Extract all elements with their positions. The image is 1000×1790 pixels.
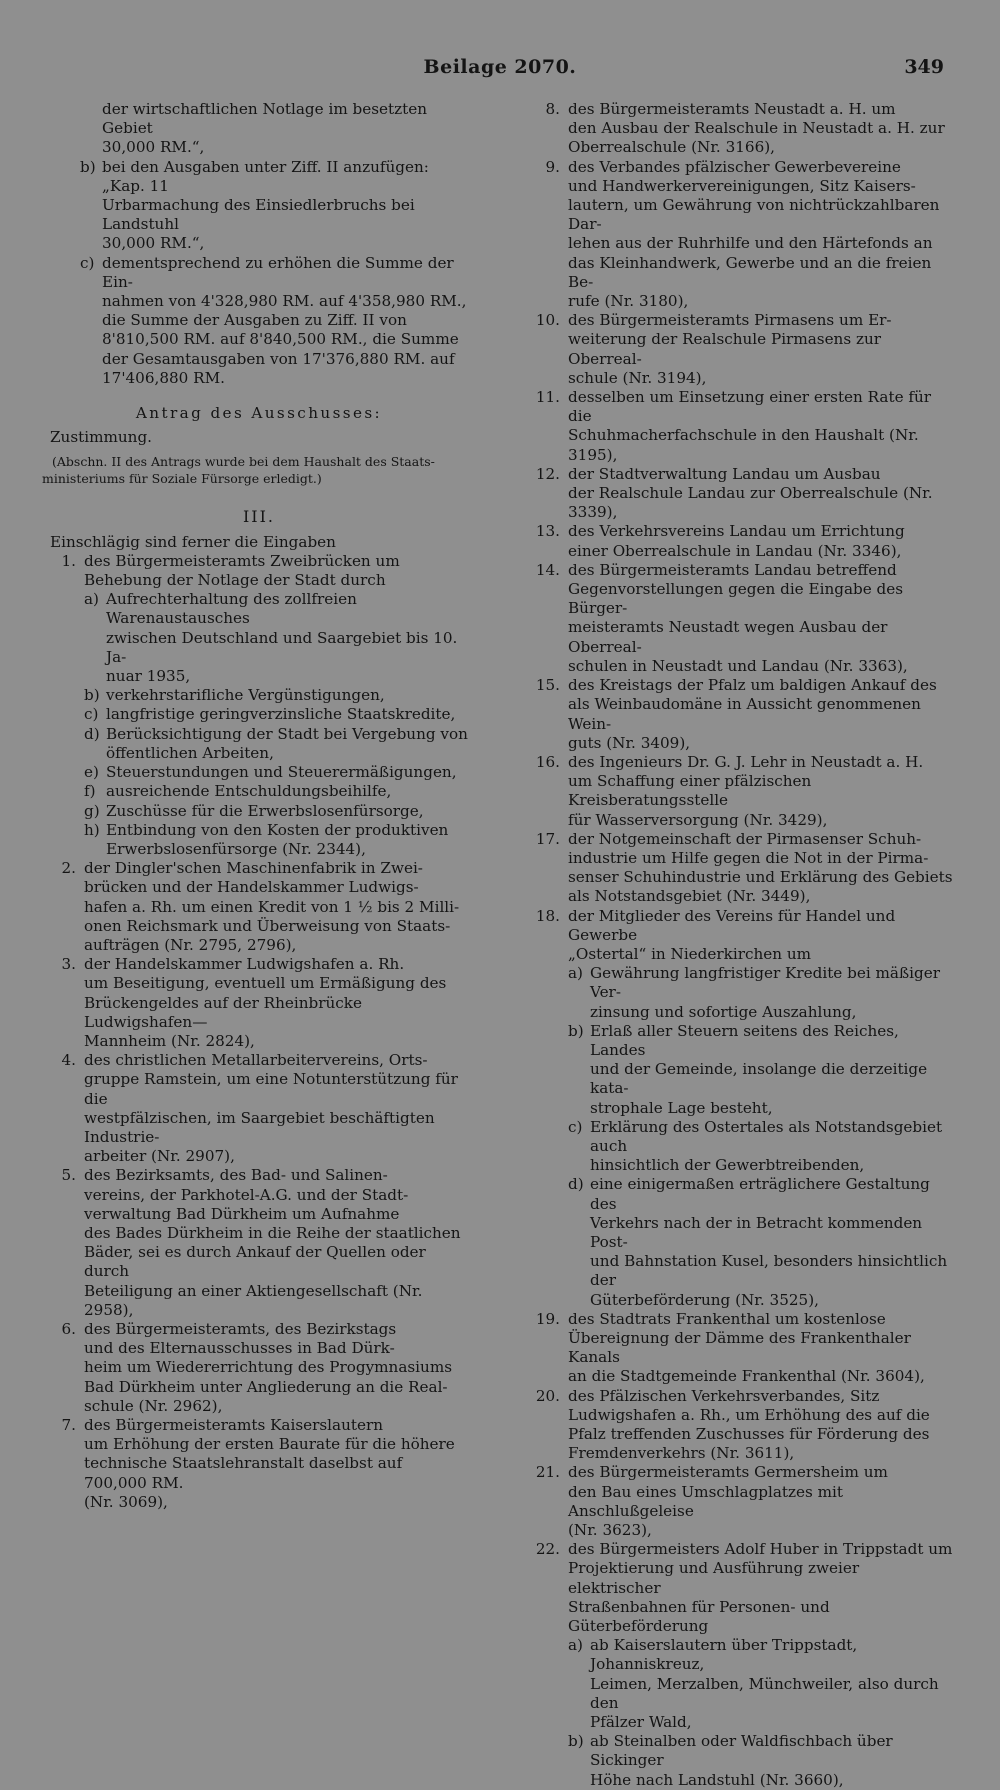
sub-item-text-line: die Summe der Ausgaben zu Ziff. II von (102, 311, 407, 330)
item-text-line: westpfälzischen, im Saargebiet beschäftigten Industrie- (84, 1108, 435, 1146)
item-text-line: brücken und der Handelskammer Ludwigs- (84, 878, 419, 897)
item-number: 20. (535, 1386, 560, 1405)
item-text-line: des Bürgermeisteramts Pirmasens um Er- (568, 311, 892, 330)
sub-item-text-line: Entbindung von den Kosten der produktiven (106, 820, 449, 839)
item-text-line: des Bezirksamts, des Bad- und Salinen- (84, 1166, 388, 1185)
sub-item-label: d) (84, 724, 100, 743)
sub-item-label: a) (568, 964, 583, 983)
item-text-line: schule (Nr. 2962), (84, 1396, 223, 1415)
item-text-line: industrie um Hilfe gegen die Not in der Pirma- (568, 848, 929, 867)
list-item (50, 1051, 468, 1166)
item-text-line: der Mitglieder des Vereins für Handel und Gewerbe (568, 906, 896, 944)
list-item (50, 955, 468, 1051)
item-text-line: Ludwigshafen a. Rh., um Erhöhung des auf die (568, 1405, 930, 1424)
item-text-line: lautern, um Gewährung von nichtrückzahlbaren Dar- (568, 196, 940, 234)
section-heading: III. (242, 507, 276, 527)
item-text-line: den Bau eines Umschlagplatzes mit Anschlußgeleise (568, 1482, 844, 1520)
sub-item-text-line: hinsichtlich der Gewerbtreibenden, (590, 1156, 865, 1175)
item-text-line: vereins, der Parkhotel-A.G. und der Stadt- (84, 1185, 409, 1204)
item-text-line: (Nr. 3623), (568, 1521, 652, 1540)
item-text-line: Oberrealschule (Nr. 3166), (568, 138, 775, 157)
sub-item-label: b) (568, 1732, 584, 1751)
list-item (532, 522, 953, 560)
sub-item-label: e) (84, 763, 99, 782)
antrag-heading: Antrag des Ausschusses: (135, 404, 383, 423)
sub-item (532, 1175, 953, 1309)
sub-item (50, 821, 468, 859)
item-number: 2. (61, 859, 76, 878)
item-text-line: weiterung der Realschule Pirmasens zur Oberreal- (568, 330, 881, 368)
item-number: 1. (61, 551, 76, 570)
sub-item-label: c) (84, 705, 99, 724)
sub-item-text-line: Zuschüsse für die Erwerbslosenfürsorge, (106, 801, 424, 820)
item-number: 17. (535, 829, 560, 848)
intro-line: der wirtschaftlichen Notlage im besetzten Gebiet (102, 100, 428, 138)
item-text-line: des Verkehrsvereins Landau um Errichtung (568, 522, 905, 541)
item-number: 12. (535, 464, 560, 483)
item-text-line: des Bades Dürkheim in die Reihe der staatlichen (84, 1223, 461, 1242)
list-item (532, 465, 953, 523)
item-text-line: der Handelskammer Ludwigshafen a. Rh. (84, 955, 405, 974)
item-text-line: des Bürgermeisters Adolf Huber in Trippstadt um (568, 1540, 953, 1559)
item-text-line: lehen aus der Ruhrhilfe und den Härtefonds an (568, 234, 933, 253)
sub-item-text-line: zwischen Deutschland und Saargebiet bis 10. Ja- (106, 628, 458, 666)
sub-item-text-line: öffentlichen Arbeiten, (106, 743, 274, 762)
sub-item-text-line: Berücksichtigung der Stadt bei Vergebung von (106, 724, 468, 743)
sub-item (50, 705, 468, 724)
sub-item-text-line: und der Gemeinde, insolange die derzeitige kata- (590, 1060, 928, 1098)
section-intro: Einschlägig sind ferner die Eingaben (50, 532, 336, 551)
list-item (532, 1540, 953, 1790)
note-line: (Abschn. II des Antrags wurde bei dem Haushalt des Staats- (52, 454, 435, 470)
item-text-line: schulen in Neustadt und Landau (Nr. 3363), (568, 656, 908, 675)
item-text-line: Bäder, sei es durch Ankauf der Quellen oder durch (84, 1243, 426, 1281)
sub-item-text-line: Pfälzer Wald, (590, 1713, 692, 1732)
item-text-line: der Realschule Landau zur Oberrealschule (Nr. 3339), (568, 484, 933, 522)
item-text-line: rufe (Nr. 3180), (568, 292, 689, 311)
item-text-line: verwaltung Bad Dürkheim um Aufnahme (84, 1204, 400, 1223)
sub-item (532, 1022, 953, 1118)
sub-item-text-line: Erwerbslosenfürsorge (Nr. 2344), (106, 839, 366, 858)
sub-item (50, 158, 468, 254)
sub-item-text-line: bei den Ausgaben unter Ziff. II anzufügen: „Kap. 11 (102, 157, 429, 195)
item-number: 14. (535, 560, 560, 579)
sub-item-label: d) (568, 1175, 584, 1194)
item-text-line: Bad Dürkheim unter Angliederung an die Real- (84, 1377, 448, 1396)
sub-item-text-line: verkehrstarifliche Vergünstigungen, (106, 686, 385, 705)
item-number: 8. (545, 100, 560, 118)
sub-item-text-line: Gewährung langfristiger Kredite bei mäßiger Ver- (590, 964, 940, 1002)
item-text-line: Pfalz treffenden Zuschusses für Förderung des (568, 1425, 930, 1444)
sub-item-text-line: strophale Lage besteht, (590, 1098, 773, 1117)
sub-item-label: c) (568, 1117, 583, 1136)
sub-item (50, 590, 468, 686)
sub-item-text-line: ausreichende Entschuldungsbeihilfe, (106, 782, 392, 801)
item-text-line: Mannheim (Nr. 2824), (84, 1031, 255, 1050)
sub-item-text-line: Güterbeförderung (Nr. 3525), (590, 1290, 819, 1309)
item-text-line: schule (Nr. 3194), (568, 368, 707, 387)
item-text-line: als Weinbaudomäne in Aussicht genommenen Wein- (568, 695, 921, 733)
list-item (532, 676, 953, 753)
list-item (532, 753, 953, 830)
item-text-line: und des Elternausschusses in Bad Dürk- (84, 1339, 395, 1358)
list-item (532, 158, 953, 312)
sub-item-label: a) (568, 1636, 583, 1655)
item-text-line: Schuhmacherfachschule in den Haushalt (Nr. 3195), (568, 426, 919, 464)
item-text-line: des Ingenieurs Dr. G. J. Lehr in Neustadt a. H. (568, 752, 924, 771)
list-item (50, 1416, 468, 1512)
item-number: 18. (535, 906, 560, 925)
sub-item-text-line: nuar 1935, (106, 667, 191, 686)
item-number: 6. (61, 1319, 76, 1338)
list-item (532, 100, 953, 158)
antrag-text: Zustimmung. (50, 428, 153, 447)
item-text-line: um Schaffung einer pfälzischen Kreisberatungsstelle (568, 772, 812, 810)
sub-item (532, 1636, 953, 1732)
item-number: 4. (61, 1051, 76, 1070)
list-item (532, 561, 953, 676)
list-item (50, 1320, 468, 1416)
list-item (532, 1463, 953, 1540)
sub-item-label: a) (84, 590, 99, 609)
item-number: 15. (535, 676, 560, 695)
item-number: 19. (535, 1309, 560, 1328)
item-text-line: und Handwerkervereinigungen, Sitz Kaisers- (568, 176, 916, 195)
sub-item-text-line: Erlaß aller Steuern seitens des Reiches, Landes (590, 1021, 899, 1059)
item-text-line: heim um Wiedererrichtung des Progymnasiums (84, 1358, 453, 1377)
item-text-line: um Beseitigung, eventuell um Ermäßigung des (84, 974, 447, 993)
sub-item-text-line: der Gesamtausgaben von 17'376,880 RM. auf (102, 349, 455, 368)
item-text-line: aufträgen (Nr. 2795, 2796), (84, 935, 297, 954)
item-text-line: des Kreistags der Pfalz um baldigen Ankauf des (568, 676, 937, 695)
item-number: 9. (545, 157, 560, 176)
sub-item (50, 254, 468, 388)
item-number: 21. (535, 1463, 560, 1482)
sub-item-text-line: Erklärung des Ostertales als Notstandsgebiet auch (590, 1117, 943, 1155)
sub-item-label: f) (84, 782, 96, 801)
item-text-line: des Bürgermeisteramts Zweibrücken um (84, 551, 400, 570)
page-number: 349 (904, 56, 944, 78)
sub-item (50, 802, 468, 821)
item-text-line: hafen a. Rh. um einen Kredit von 1 ½ bis 2 Milli- (84, 897, 460, 916)
item-text-line: (Nr. 3069), (84, 1492, 168, 1511)
sub-item-label: b) (80, 157, 96, 176)
item-number: 3. (61, 955, 76, 974)
sub-item-label: c) (80, 253, 95, 272)
sub-item (50, 763, 468, 782)
sub-item-text-line: dementsprechend zu erhöhen die Summe der Ein- (102, 253, 454, 291)
item-text-line: senser Schuhindustrie und Erklärung des Gebiets (568, 868, 953, 887)
item-text-line: Übereignung der Dämme des Frankenthaler Kanals (568, 1329, 911, 1367)
item-number: 11. (535, 388, 560, 407)
right-column (532, 100, 953, 1790)
item-number: 7. (61, 1416, 76, 1434)
list-item (50, 1166, 468, 1320)
sub-item-label: h) (84, 820, 100, 839)
sub-item-text-line: 30,000 RM.“, (102, 234, 205, 253)
item-text-line: gruppe Ramstein, um eine Notunterstützung für die (84, 1070, 458, 1108)
page-header (0, 56, 1000, 86)
sub-item-label: g) (84, 801, 100, 820)
item-text-line: der Dingler'schen Maschinenfabrik in Zwei- (84, 859, 423, 878)
item-number: 16. (535, 752, 560, 771)
item-text-line: des Bürgermeisteramts Kaiserslautern (84, 1416, 383, 1434)
sub-item-text-line: ab Kaiserslautern über Trippstadt, Johanniskreuz, (590, 1636, 858, 1674)
page-title: Beilage 2070. (423, 56, 577, 78)
item-text-line: des Bürgermeisteramts Landau betreffend (568, 560, 897, 579)
sub-item-text-line: ab Steinalben oder Waldfischbach über Sickinger (590, 1732, 893, 1770)
list-item (532, 1310, 953, 1387)
sub-item-text-line: Verkehrs nach der in Betracht kommenden Post- (590, 1213, 923, 1251)
item-text-line: onen Reichsmark und Überweisung von Staats- (84, 916, 451, 935)
item-text-line: an die Stadtgemeinde Frankenthal (Nr. 3604), (568, 1367, 925, 1386)
item-text-line: Fremdenverkehrs (Nr. 3611), (568, 1444, 795, 1463)
sub-item-text-line: Urbarmachung des Einsiedlerbruchs bei Landstuhl (102, 196, 415, 234)
sub-item-text-line: 17'406,880 RM. (102, 368, 225, 387)
item-text-line: Brückengeldes auf der Rheinbrücke Ludwigshafen— (84, 993, 362, 1031)
list-item (532, 388, 953, 465)
item-text-line: arbeiter (Nr. 2907), (84, 1147, 235, 1166)
item-text-line: des Bürgermeisteramts Neustadt a. H. um (568, 100, 896, 118)
note (42, 453, 468, 487)
sub-item (532, 1118, 953, 1176)
item-number: 10. (535, 311, 560, 330)
sub-item-text-line: Aufrechterhaltung des zollfreien Warenaustausches (106, 590, 357, 628)
list-item (532, 830, 953, 907)
item-text-line: Beteiligung an einer Aktiengesellschaft (Nr. 2958), (84, 1281, 423, 1319)
sub-item-label: b) (568, 1021, 584, 1040)
item-text-line: „Ostertal“ in Niederkirchen um (568, 944, 812, 963)
item-text-line: technische Staatslehranstalt daselbst auf 700,000 RM. (84, 1454, 403, 1492)
sub-item-text-line: Leimen, Merzalben, Münchweiler, also durch den (590, 1674, 939, 1712)
item-number: 13. (535, 522, 560, 541)
item-text-line: des Bürgermeisteramts, des Bezirkstags (84, 1319, 397, 1338)
item-text-line: das Kleinhandwerk, Gewerbe und an die freien Be- (568, 253, 932, 291)
item-text-line: Projektierung und Ausführung zweier elektrischer (568, 1559, 860, 1597)
list-item (50, 552, 468, 859)
item-number: 22. (535, 1540, 560, 1559)
item-text-line: einer Oberrealschule in Landau (Nr. 3346), (568, 541, 902, 560)
note-line: ministeriums für Soziale Fürsorge erledigt.) (42, 471, 322, 487)
item-text-line: für Wasserversorgung (Nr. 3429), (568, 810, 828, 829)
list-item (532, 1387, 953, 1464)
item-text-line: den Ausbau der Realschule in Neustadt a. H. zur (568, 119, 945, 138)
item-text-line: des Bürgermeisteramts Germersheim um (568, 1463, 888, 1482)
sub-item-text-line: eine einigermaßen erträglichere Gestaltung des (590, 1175, 930, 1213)
item-text-line: des Pfälzischen Verkehrsverbandes, Sitz (568, 1386, 880, 1405)
sub-item (532, 964, 953, 1022)
sub-item (50, 725, 468, 763)
item-text-line: des christlichen Metallarbeitervereins, Orts- (84, 1051, 428, 1070)
list-item (50, 859, 468, 955)
item-text-line: des Stadtrats Frankenthal um kostenlose (568, 1309, 886, 1328)
sub-item-text-line: und Bahnstation Kusel, besonders hinsichtlich der (590, 1252, 948, 1290)
intro-line: 30,000 RM.“, (102, 138, 205, 157)
list-item (532, 907, 953, 1310)
sub-item (50, 686, 468, 705)
list-item (532, 311, 953, 388)
item-text-line: der Stadtverwaltung Landau um Ausbau (568, 464, 881, 483)
item-text-line: als Notstandsgebiet (Nr. 3449), (568, 887, 811, 906)
item-text-line: Gegenvorstellungen gegen die Eingabe des Bürger- (568, 580, 904, 618)
sub-item-text-line: langfristige geringverzinsliche Staatskredite, (106, 705, 456, 724)
left-column (42, 100, 468, 1512)
sub-item-text-line: Steuerstundungen und Steuerermäßigungen, (106, 763, 457, 782)
item-text-line: meisteramts Neustadt wegen Ausbau der Oberreal- (568, 618, 888, 656)
item-text-line: Behebung der Notlage der Stadt durch (84, 571, 386, 590)
item-text-line: guts (Nr. 3409), (568, 733, 691, 752)
sub-item-text-line: 8'810,500 RM. auf 8'840,500 RM., die Summe (102, 330, 459, 349)
item-text-line: des Verbandes pfälzischer Gewerbevereine (568, 157, 901, 176)
item-number: 5. (61, 1166, 76, 1185)
sub-item (50, 782, 468, 801)
sub-item-text-line: nahmen von 4'328,980 RM. auf 4'358,980 RM., (102, 292, 467, 311)
sub-item (532, 1732, 953, 1790)
sub-item-label: b) (84, 686, 100, 705)
item-text-line: um Erhöhung der ersten Baurate für die höhere (84, 1435, 455, 1454)
item-text-line: desselben um Einsetzung einer ersten Rate für die (568, 388, 932, 426)
sub-item-text-line: Höhe nach Landstuhl (Nr. 3660), (590, 1770, 844, 1789)
sub-item-text-line: zinsung und sofortige Auszahlung, (590, 1002, 857, 1021)
item-text-line: Straßenbahnen für Personen- und Güterbeförderung (568, 1597, 830, 1636)
item-text-line: der Notgemeinschaft der Pirmasenser Schuh- (568, 829, 922, 848)
